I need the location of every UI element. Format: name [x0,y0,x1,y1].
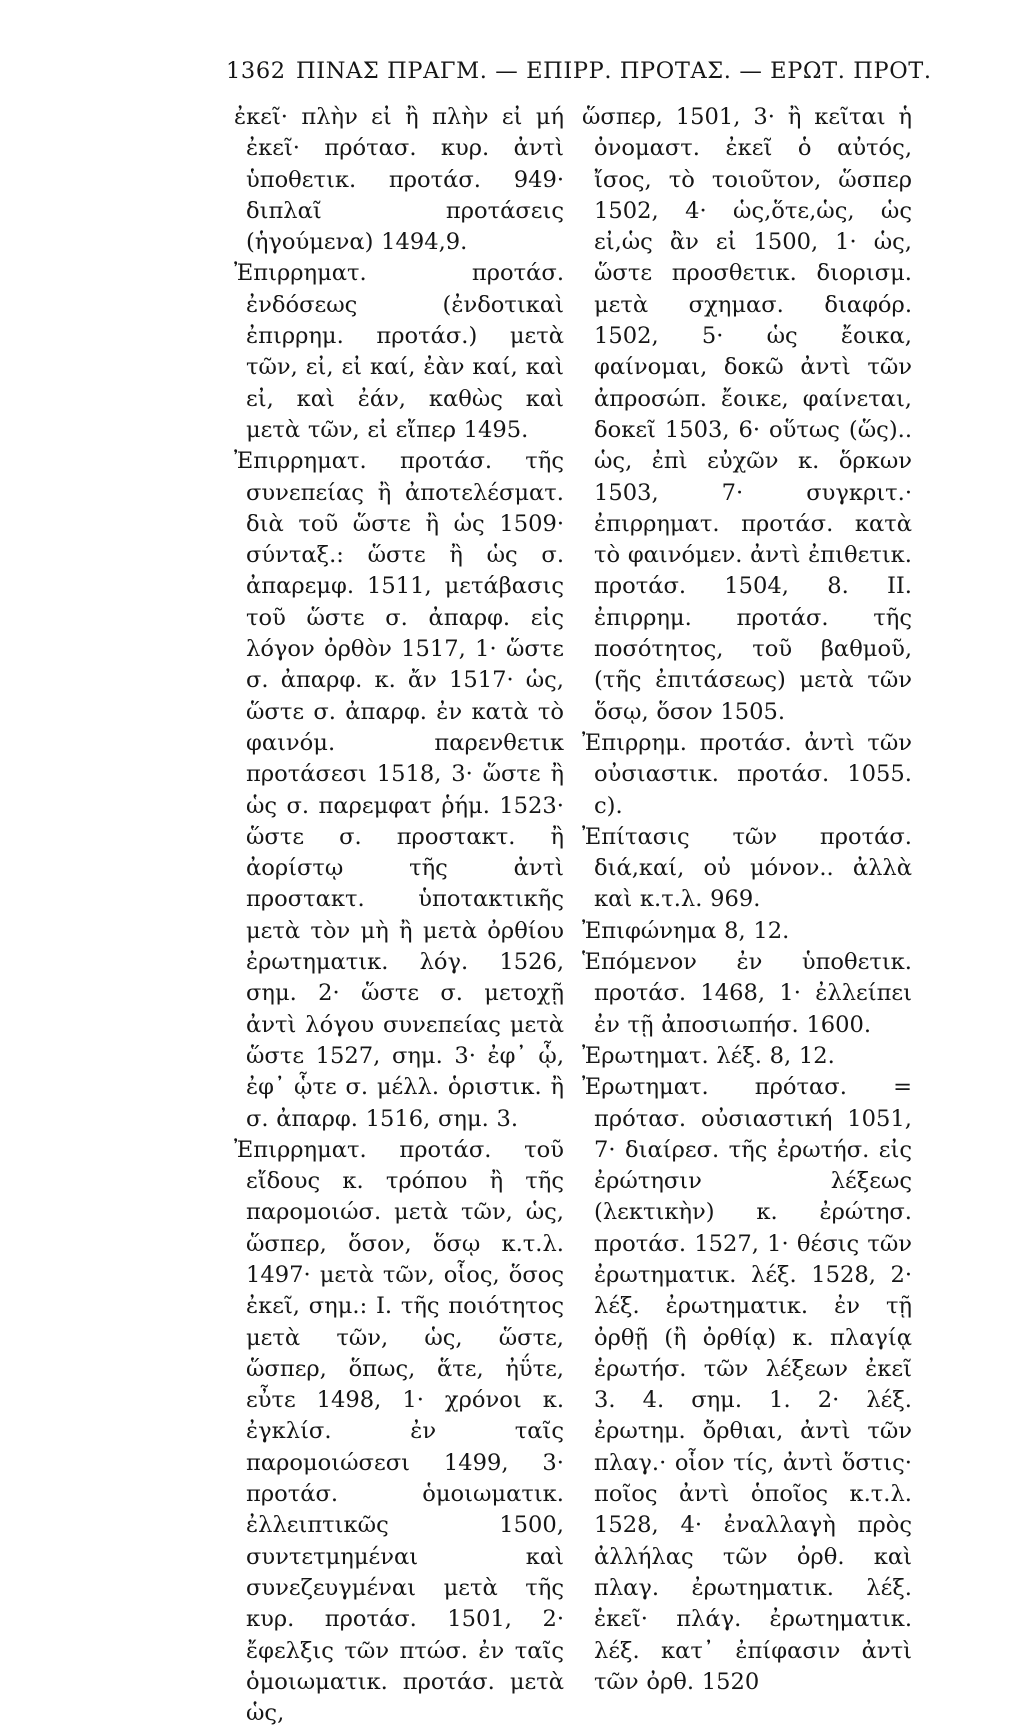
index-entry: ἐκεῖ· πλὴν εἰ ἢ πλὴν εἰ μή ἐκεῖ· πρότασ. κυρ. ἀντὶ ὑποθετικ. προτάσ. 949· διπλαῖ προτάσεις (ἡγούμενα) 1494,9. [234,104,564,256]
index-entry: Ἐρωτηματ. πρότασ. = πρότασ. οὐσιαστική 1051, 7· διαίρεσ. τῆς ἐρωτήσ. εἰς ἐρώτησιν λέξεως (λεκτικὴν) κ. ἐρώτησ. προτάσ. 1527, 1· θέσις τῶν ἐρωτηματικ. λέξ. 1528, 2· λέξ. ἐρωτηματικ. ἐν τῇ ὀρθῇ (ἢ ὀρθίᾳ) κ. πλαγίᾳ ἐρωτήσ. τῶν λέξεων ἐκεῖ 3. 4. σημ. 1. 2· λέξ. ἐρωτημ. ὄρθιαι, ἀντὶ τῶν πλαγ.· οἷον τίς, ἀντὶ ὅστις· ποῖος ἀντὶ ὁποῖος κ.τ.λ. 1528, 4· ἐναλλαγὴ πρὸς ἀλλήλας τῶν ὀρθ. καὶ πλαγ. ἐρωτηματικ. λέξ. ἐκεῖ· πλάγ. ἐρωτηματικ. λέξ. κατ᾽ ἐπίφασιν ἀντὶ τῶν ὀρθ. 1520 [582,1074,912,1695]
index-entry: Ἐπιφώνημα 8, 12. [582,917,790,944]
running-head: ΠΙΝΑΣ ΠΡΑΓΜ. — ΕΠΙΡΡ. ΠΡΟΤΑΣ. — ΕΡΩΤ. ΠΡΟΤ. [296,58,932,84]
index-entry: ὥσπερ, 1501, 3· ἢ κεῖται ἡ ὀνομαστ. ἐκεῖ ὁ αὐτός, ἴσος, τὸ τοιοῦτον, ὥσπερ 1502, 4· ὡς,ὅτε,ὡς, ὡς εἰ,ὡς ἂν εἰ 1500, 1· ὡς, ὥστε προσθετικ. διορισμ. μετὰ σχημασ. διαφόρ. 1502, 5· ὡς ἔοικα, φαίνομαι, δοκῶ ἀντὶ τῶν ἀπροσώπ. ἔοικε, φαίνεται, δοκεῖ 1503, 6· οὕτως (ὥς).. ὡς, ἐπὶ εὐχῶν κ. ὅρκων 1503, 7· συγκριτ.· ἐπιρρηματ. προτάσ. κατὰ τὸ φαινόμεν. ἀντὶ ἐπιθετικ. προτάσ. 1504, 8. II. ἐπιρρημ. προτάσ. τῆς ποσότητος, τοῦ βαθμοῦ, (τῆς ἐπιτάσεως) μετὰ τῶν ὅσῳ, ὅσον 1505. [582,104,912,725]
index-entry: Ἐπίτασις τῶν προτάσ. διά,καί, οὐ μόνον.. ἀλλὰ καὶ κ.τ.λ. 969. [582,823,912,913]
index-entry: Ἐπιρρηματ. προτάσ. τῆς συνεπείας ἢ ἀποτελέσματ. διὰ τοῦ ὥστε ἢ ὡς 1509· σύνταξ.: ὥστε ἢ ὡς σ. ἀπαρεμφ. 1511, μετάβασις τοῦ ὥστε σ. ἀπαρφ. εἰς λόγον ὀρθὸν 1517, 1· ὥστε σ. ἀπαρφ. κ. ἄν 1517· ὡς, ὥστε σ. ἀπαρφ. ἐν κατὰ τὸ φαινόμ. παρενθετικ προτάσεσι 1518, 3· ὥστε ἢ ὡς σ. παρεμφατ ῥήμ. 1523· ὥστε σ. προστακτ. ἢ ἀορίστῳ τῆς ἀντὶ προστακτ. ὑποτακτικῆς μετὰ τὸν μὴ ἢ μετὰ ὀρθίου ἐρωτηματικ. λόγ. 1526, σημ. 2· ὥστε σ. μετοχῇ ἀντὶ λόγου συνεπείας μετὰ ὥστε 1527, σημ. 3· ἐφ᾽ ᾧ, ἐφ᾽ ᾧτε σ. μέλλ. ὁριστικ. ἢ σ. ἀπαρφ. 1516, σημ. 3. [234,448,564,1132]
right-column [582,102,912,1695]
index-entry: Ἐπιρρηματ. προτάσ. τοῦ εἴδους κ. τρόπου ἢ τῆς παρομοιώσ. μετὰ τῶν, ὡς, ὥσπερ, ὅσον, ὅσῳ κ.τ.λ. 1497· μετὰ τῶν, οἷος, ὅσος ἐκεῖ, σημ.: I. τῆς ποιότητος μετὰ τῶν, ὡς, ὥστε, ὥσπερ, ὅπως, ἅτε, ἠΰτε, εὖτε 1498, 1· χρόνοι κ. ἐγκλίσ. ἐν ταῖς παρομοιώσεσι 1499, 3· προτάσ. ὁμοιωματικ. ἐλλειπτικῶς 1500, συντετμημέναι καὶ συνεζευγμέναι μετὰ τῆς κυρ. προτάσ. 1501, 2· ἔφελξις τῶν πτώσ. ἐν ταῖς ὁμοιωματικ. προτάσ. μετὰ ὡς, [234,1136,564,1727]
page-header [226,58,932,98]
index-entry: Ἑπόμενον ἐν ὑποθετικ. προτάσ. 1468, 1· ἐλλείπει ἐν τῇ ἀποσιωπήσ. 1600. [582,949,912,1038]
left-column [234,102,564,1727]
index-entry: Ἐπιρρηματ. προτάσ. ἐνδόσεως (ἐνδοτικαὶ ἐπιρρημ. προτάσ.) μετὰ τῶν, εἰ, εἰ καί, ἐὰν καί, καὶ εἰ, καὶ ἐάν, καθὼς καὶ μετὰ τῶν, εἰ εἴπερ 1495. [234,260,564,443]
index-entry: Ἐπιρρημ. προτάσ. ἀντὶ τῶν οὐσιαστικ. προτάσ. 1055. c). [582,729,912,819]
page-number: 1362 [226,58,286,84]
index-entry: Ἐρωτηματ. λέξ. 8, 12. [582,1042,835,1069]
